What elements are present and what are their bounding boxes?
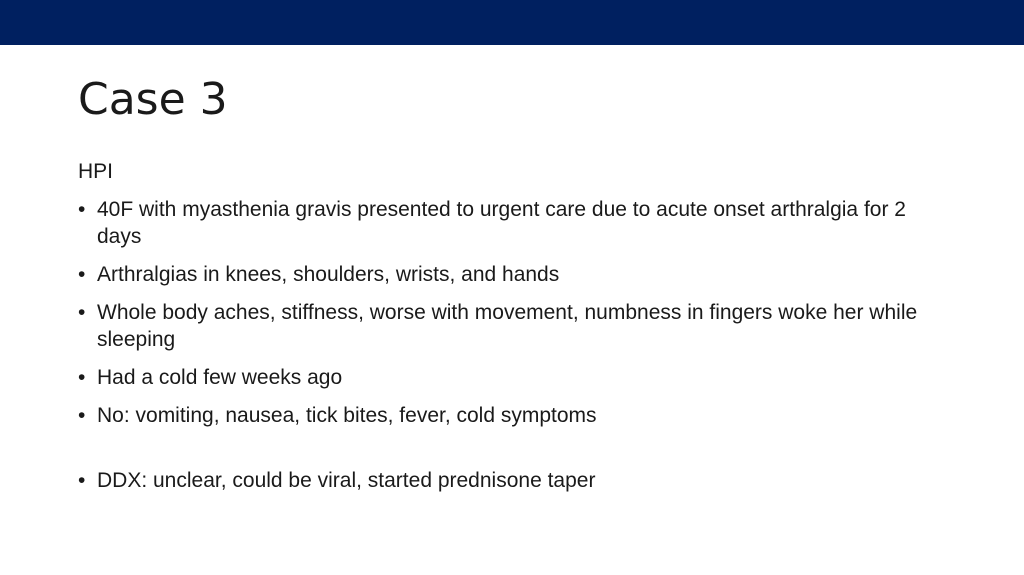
bullet-icon: • [78, 263, 86, 286]
bullet-item [78, 299, 938, 353]
bullet-icon: • [78, 366, 86, 389]
slide-body [78, 158, 938, 505]
bullet-list [78, 196, 938, 494]
bullet-text: Arthralgias in knees, shoulders, wrists, and hands [97, 263, 560, 286]
bullet-item [78, 467, 938, 494]
bullet-item [78, 261, 938, 288]
bullet-item [78, 364, 938, 391]
slide-title: Case 3 [78, 74, 228, 125]
header-bar [0, 0, 1024, 45]
bullet-text: Had a cold few weeks ago [97, 366, 343, 389]
bullet-text: No: vomiting, nausea, tick bites, fever, cold symptoms [97, 404, 597, 427]
bullet-icon: • [78, 404, 86, 427]
bullet-icon: • [78, 301, 86, 324]
bullet-icon: • [78, 198, 86, 221]
bullet-icon: • [78, 469, 86, 492]
bullet-item [78, 402, 938, 429]
bullet-text: 40F with myasthenia gravis presented to urgent care due to acute onset arthralgia for 2 days [97, 198, 906, 248]
bullet-item [78, 196, 938, 250]
bullet-text: DDX: unclear, could be viral, started prednisone taper [97, 469, 596, 492]
section-heading: HPI [78, 160, 114, 183]
bullet-text: Whole body aches, stiffness, worse with movement, numbness in fingers woke her while sleeping [97, 301, 918, 351]
